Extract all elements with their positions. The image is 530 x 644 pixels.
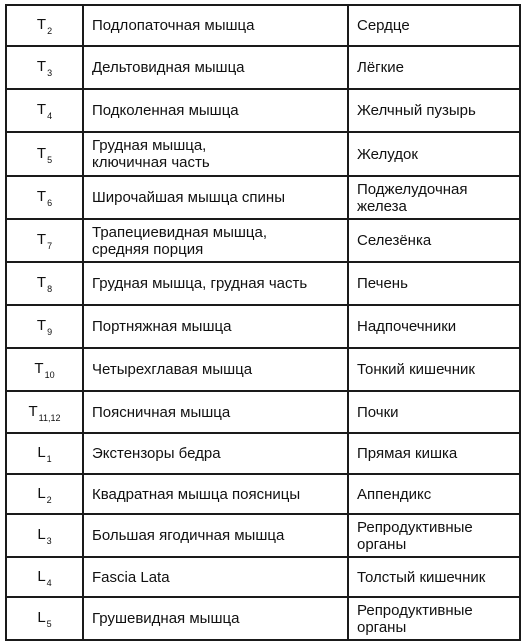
organ-text: Поджелудочная железа bbox=[357, 180, 468, 215]
segment-letter: L bbox=[37, 609, 46, 626]
organ-text: Аппендикс bbox=[357, 485, 432, 503]
organ-text: Желчный пузырь bbox=[357, 102, 476, 119]
muscle-cell bbox=[83, 5, 348, 46]
muscle-cell bbox=[83, 474, 348, 514]
muscle-text: Квадратная мышца поясницы bbox=[92, 485, 301, 503]
segment-number: 8 bbox=[47, 284, 53, 294]
segment-cell bbox=[6, 176, 83, 219]
segment-number: 9 bbox=[47, 327, 53, 337]
muscle-cell bbox=[83, 176, 348, 219]
segment-letter: T bbox=[36, 188, 47, 205]
segment-letter: L bbox=[37, 567, 46, 585]
muscle-cell bbox=[83, 514, 348, 557]
table-row bbox=[6, 514, 520, 557]
organ-cell bbox=[348, 46, 520, 89]
segment-number: 6 bbox=[47, 198, 53, 208]
organ-cell bbox=[348, 219, 520, 262]
muscle-text: Грушевидная мышца bbox=[92, 610, 240, 627]
segment-number: 5 bbox=[47, 154, 53, 165]
organ-text: Сердце bbox=[357, 17, 410, 34]
muscle-text: Дельтовидная мышца bbox=[92, 59, 245, 76]
segment-cell bbox=[6, 132, 83, 176]
table-row bbox=[6, 219, 520, 262]
organ-text: Печень bbox=[357, 275, 408, 292]
segment-number: 2 bbox=[47, 26, 53, 36]
organ-cell bbox=[348, 557, 520, 597]
muscle-cell bbox=[83, 597, 348, 640]
segment-muscle-organ-table bbox=[5, 4, 521, 641]
segment-cell bbox=[6, 348, 83, 391]
muscle-text: Большая ягодичная мышца bbox=[92, 527, 285, 544]
segment-cell bbox=[6, 597, 83, 640]
organ-text: Репродуктивные органы bbox=[357, 601, 473, 636]
table-row bbox=[6, 46, 520, 89]
muscle-cell bbox=[83, 219, 348, 262]
segment-cell bbox=[6, 305, 83, 348]
organ-cell bbox=[348, 348, 520, 391]
segment-letter: T bbox=[36, 144, 47, 162]
segment-number: 10 bbox=[44, 370, 55, 380]
organ-cell bbox=[348, 514, 520, 557]
segment-letter: T bbox=[28, 402, 38, 420]
muscle-text: Подколенная мышца bbox=[92, 102, 239, 119]
segment-letter: T bbox=[36, 317, 47, 334]
organ-text: Надпочечники bbox=[357, 318, 457, 335]
table-row bbox=[6, 305, 520, 348]
muscle-text: Портняжная мышца bbox=[92, 318, 232, 335]
segment-number: 11,12 bbox=[38, 412, 61, 423]
organ-cell bbox=[348, 391, 520, 433]
muscle-cell bbox=[83, 89, 348, 132]
segment-number: 2 bbox=[46, 494, 52, 505]
segment-cell bbox=[6, 474, 83, 514]
table-row bbox=[6, 5, 520, 46]
segment-letter: T bbox=[36, 58, 47, 75]
muscle-cell bbox=[83, 46, 348, 89]
organ-cell bbox=[348, 132, 520, 176]
segment-cell bbox=[6, 391, 83, 433]
organ-text: Желудок bbox=[357, 145, 418, 163]
muscle-cell bbox=[83, 262, 348, 305]
segment-letter: T bbox=[36, 101, 47, 118]
muscle-cell bbox=[83, 391, 348, 433]
organ-text: Лёгкие bbox=[357, 59, 404, 76]
organ-cell bbox=[348, 176, 520, 219]
muscle-text: Широчайшая мышца спины bbox=[92, 189, 285, 206]
muscle-text: Грудная мышца, грудная часть bbox=[92, 275, 308, 292]
segment-cell bbox=[6, 219, 83, 262]
segment-number: 4 bbox=[46, 577, 52, 588]
table-row bbox=[6, 132, 520, 176]
table-row bbox=[6, 474, 520, 514]
organ-text: Селезёнка bbox=[357, 232, 432, 249]
organ-cell bbox=[348, 597, 520, 640]
organ-text: Прямая кишка bbox=[357, 445, 458, 462]
segment-cell bbox=[6, 557, 83, 597]
organ-text: Толстый кишечник bbox=[357, 568, 486, 586]
table-row bbox=[6, 176, 520, 219]
organ-cell bbox=[348, 433, 520, 474]
segment-letter: L bbox=[37, 444, 46, 461]
muscle-cell bbox=[83, 348, 348, 391]
table-row bbox=[6, 557, 520, 597]
segment-letter: L bbox=[37, 484, 46, 502]
segment-number: 7 bbox=[47, 241, 53, 251]
organ-text: Почки bbox=[357, 403, 399, 421]
organ-text: Тонкий кишечник bbox=[357, 361, 475, 378]
muscle-text: Поясничная мышца bbox=[92, 403, 231, 421]
segment-cell bbox=[6, 89, 83, 132]
segment-number: 3 bbox=[47, 68, 53, 78]
segment-letter: T bbox=[34, 360, 44, 377]
muscle-text: Fascia Lata bbox=[92, 568, 170, 586]
muscle-text: Подлопаточная мышца bbox=[92, 17, 255, 34]
organ-cell bbox=[348, 5, 520, 46]
muscle-cell bbox=[83, 557, 348, 597]
organ-cell bbox=[348, 262, 520, 305]
segment-letter: T bbox=[36, 274, 47, 291]
table-row bbox=[6, 89, 520, 132]
segment-number: 1 bbox=[46, 454, 52, 464]
segment-cell bbox=[6, 433, 83, 474]
table-body bbox=[6, 5, 520, 640]
muscle-cell bbox=[83, 132, 348, 176]
muscle-text: Трапециевидная мышца, средняя порция bbox=[92, 223, 268, 258]
organ-cell bbox=[348, 474, 520, 514]
table-row bbox=[6, 391, 520, 433]
organ-cell bbox=[348, 305, 520, 348]
segment-number: 3 bbox=[46, 536, 52, 546]
muscle-cell bbox=[83, 305, 348, 348]
segment-cell bbox=[6, 5, 83, 46]
table-row bbox=[6, 262, 520, 305]
organ-cell bbox=[348, 89, 520, 132]
table-row bbox=[6, 348, 520, 391]
segment-cell bbox=[6, 46, 83, 89]
segment-letter: L bbox=[37, 526, 46, 543]
muscle-text: Четырехглавая мышца bbox=[92, 361, 253, 378]
muscle-text: Грудная мышца, ключичная часть bbox=[92, 137, 210, 171]
segment-cell bbox=[6, 514, 83, 557]
muscle-cell bbox=[83, 433, 348, 474]
segment-number: 5 bbox=[46, 619, 52, 629]
segment-cell bbox=[6, 262, 83, 305]
segment-number: 4 bbox=[47, 111, 53, 121]
table-row bbox=[6, 433, 520, 474]
segment-letter: T bbox=[36, 231, 47, 248]
segment-letter: T bbox=[36, 16, 47, 33]
organ-text: Репродуктивные органы bbox=[357, 518, 473, 553]
table-row bbox=[6, 597, 520, 640]
muscle-text: Экстензоры бедра bbox=[92, 445, 221, 462]
